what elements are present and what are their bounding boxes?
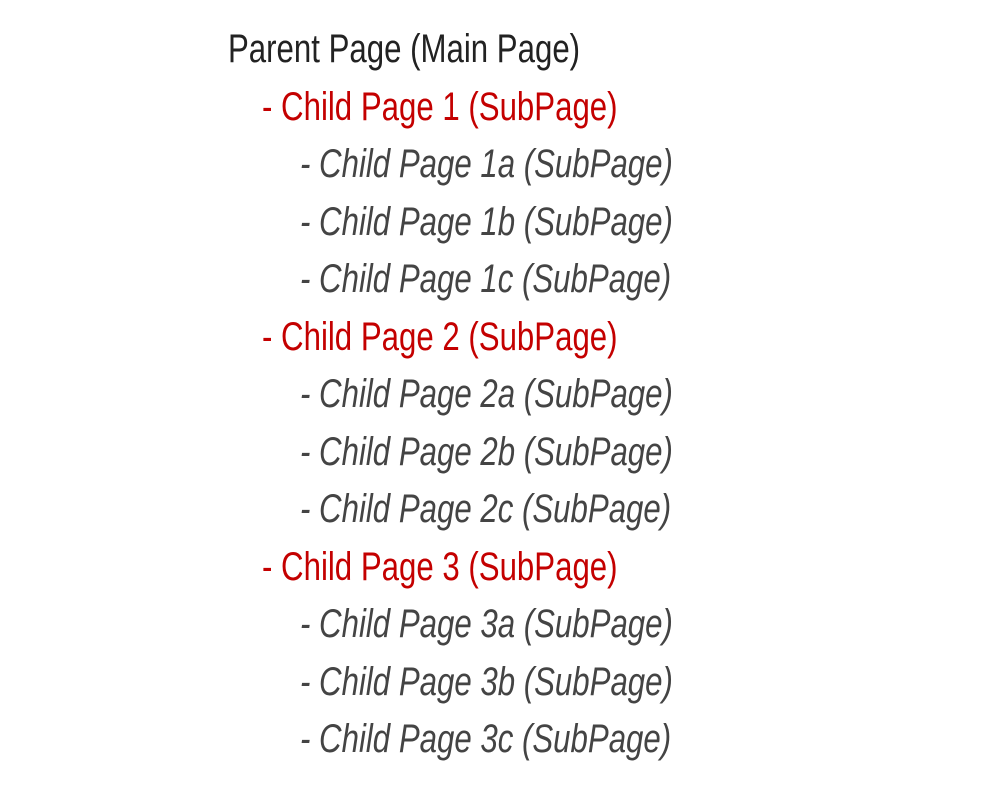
child-page-2-item: - Child Page 2 (SubPage): [262, 315, 618, 359]
child-page-1a-item: - Child Page 1a (SubPage): [300, 142, 673, 186]
child-page-2b-item: - Child Page 2b (SubPage): [300, 430, 673, 474]
parent-page-item: Parent Page (Main Page): [228, 27, 581, 71]
child-page-3-item: - Child Page 3 (SubPage): [262, 545, 618, 589]
child-page-1c-item: - Child Page 1c (SubPage): [300, 257, 672, 301]
child-page-3b-item: - Child Page 3b (SubPage): [300, 660, 673, 704]
child-page-2c-item: - Child Page 2c (SubPage): [300, 487, 672, 531]
child-page-1-item: - Child Page 1 (SubPage): [262, 85, 618, 129]
child-page-3a-item: - Child Page 3a (SubPage): [300, 602, 673, 646]
child-page-2a-item: - Child Page 2a (SubPage): [300, 372, 673, 416]
child-page-1b-item: - Child Page 1b (SubPage): [300, 200, 673, 244]
child-page-3c-item: - Child Page 3c (SubPage): [300, 717, 672, 761]
